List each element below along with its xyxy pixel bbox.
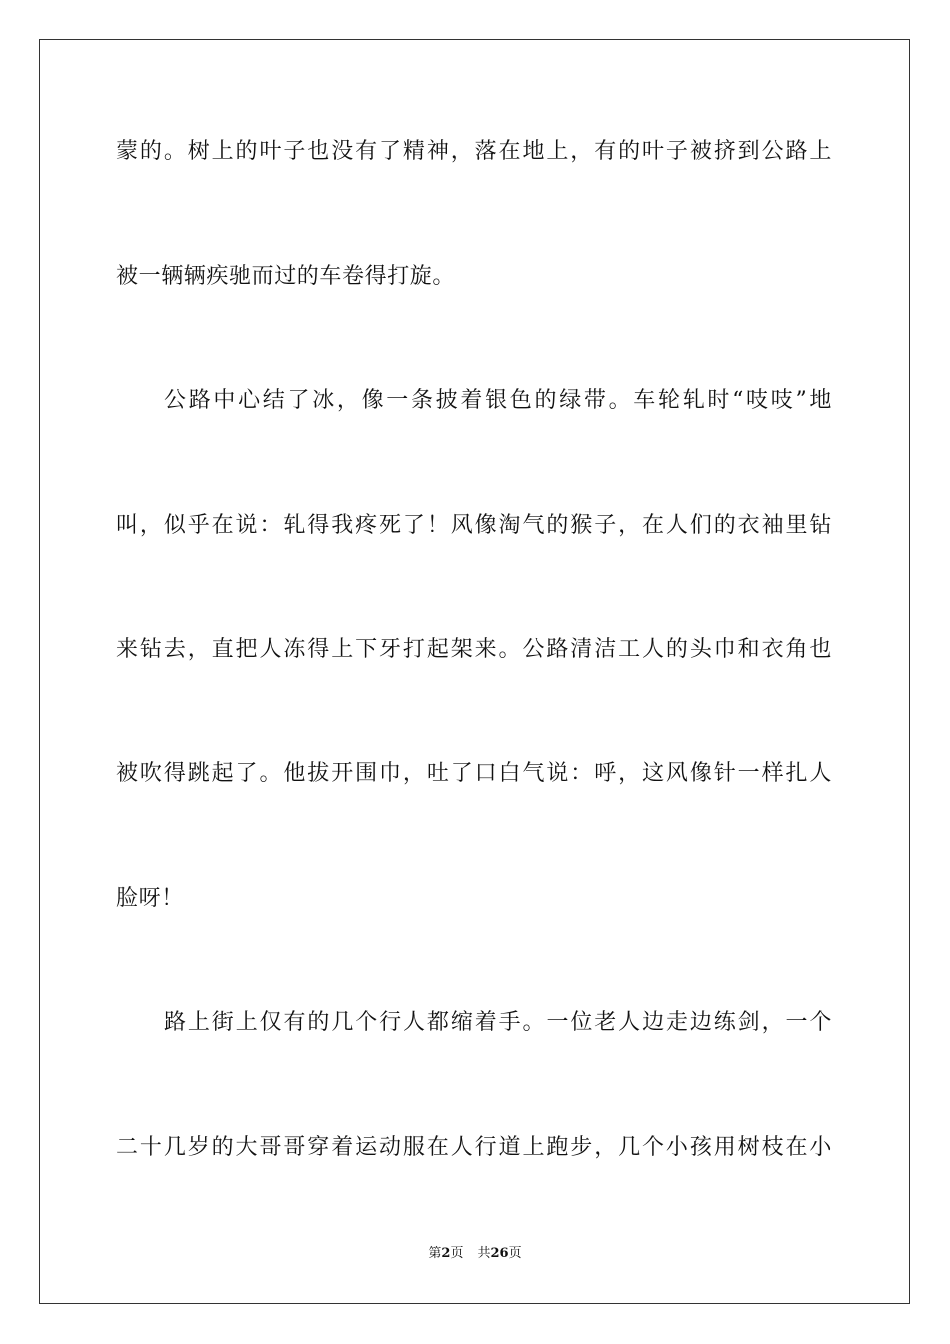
page-footer	[0, 1244, 950, 1264]
text-line: 蒙的。树上的叶子也没有了精神，落在地上，有的叶子被挤到公路上	[116, 139, 832, 164]
text-line: 叫，似乎在说：轧得我疼死了！风像淘气的猴子，在人们的衣袖里钻	[116, 513, 832, 538]
text-line: 路上街上仅有的几个行人都缩着手。一位老人边走边练剑，一个	[164, 1010, 832, 1035]
page-suffix: 页	[450, 1246, 464, 1261]
total-pages: 26	[490, 1246, 509, 1261]
text-line: 公路中心结了冰，像一条披着银色的绿带。车轮轧时“吱吱”地	[164, 388, 832, 413]
page-border	[39, 39, 910, 1304]
text-line: 被吹得跳起了。他拔开围巾，吐了口白气说：呼，这风像针一样扎人	[116, 761, 832, 786]
text-line: 二十几岁的大哥哥穿着运动服在人行道上跑步，几个小孩用树枝在小	[116, 1135, 832, 1160]
page-prefix: 第	[428, 1246, 442, 1261]
text-line: 被一辆辆疾驰而过的车卷得打旋。	[116, 264, 456, 289]
text-line: 脸呀！	[116, 886, 184, 911]
page-number: 2	[441, 1246, 451, 1261]
text-line: 来钻去，直把人冻得上下牙打起架来。公路清洁工人的头巾和衣角也	[116, 637, 832, 662]
total-prefix: 共	[477, 1246, 491, 1261]
total-suffix: 页	[508, 1246, 522, 1261]
